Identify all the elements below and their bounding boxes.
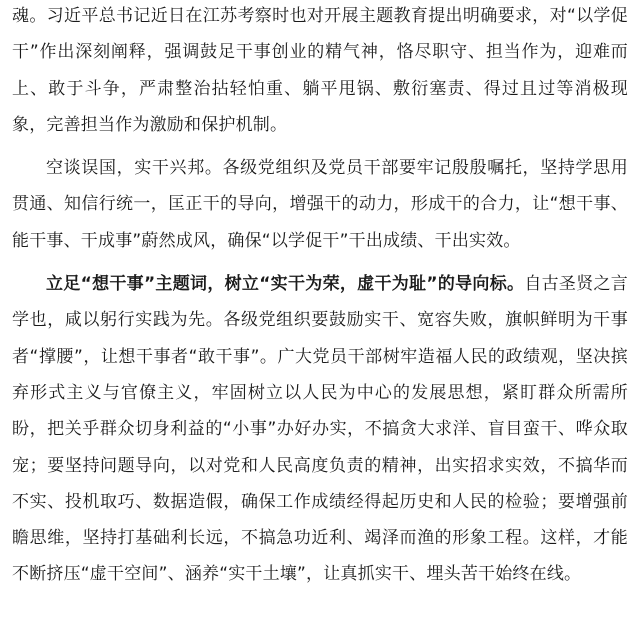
paragraph-continuation	[12, 0, 628, 143]
paragraph-heading: 立足“想干事”主题词，树立“实干为荣，虚干为耻”的导向标。	[46, 274, 525, 295]
paragraph-empty-talk	[12, 150, 628, 259]
paragraph-text: 魂。习近平总书记近日在江苏考察时也对开展主题教育提出明确要求，对“以学促干”作出深刻阐释，强调鼓足干事创业的精气神，恪尽职守、担当作为，迎难而上、敢于斗争，严肃整治拈轻怕重、躺平甩锅、敷衍塞责、得过且过等消极现象，完善担当作为激励和保护机制。	[12, 6, 628, 135]
paragraph-want-to-work	[12, 266, 628, 593]
paragraph-text: 空谈误国，实干兴邦。各级党组织及党员干部要牢记殷殷嘱托，坚持学思用贯通、知信行统一，匡正干的导向，增强干的动力，形成干的合力，让“想干事、能干事、干成事”蔚然成风，确保“以学促干”干出成绩、干出实效。	[12, 158, 628, 251]
article-body	[12, 0, 628, 593]
paragraph-text: 自古圣贤之言学也，咸以躬行实践为先。各级党组织要鼓励实干、宽容失败，旗帜鲜明为干事者“撑腰”，让想干事者“敢干事”。广大党员干部树牢造福人民的政绩观，坚决摈弃形式主义与官僚主义，牢固树立以人民为中心的发展思想，紧盯群众所需所盼，把关乎群众切身利益的“小事”办好办实，不搞贪大求洋、盲目蛮干、哗众取宠；要坚持问题导向，以对党和人民高度负责的精神，出实招求实效，不搞华而不实、投机取巧、数据造假，确保工作成绩经得起历史和人民的检验；要增强前瞻思维，坚持打基础利长远，不搞急功近利、竭泽而渔的形象工程。这样，才能不断挤压“虚干空间”、涵养“实干土壤”，让真抓实干、埋头苦干始终在线。	[12, 274, 628, 585]
